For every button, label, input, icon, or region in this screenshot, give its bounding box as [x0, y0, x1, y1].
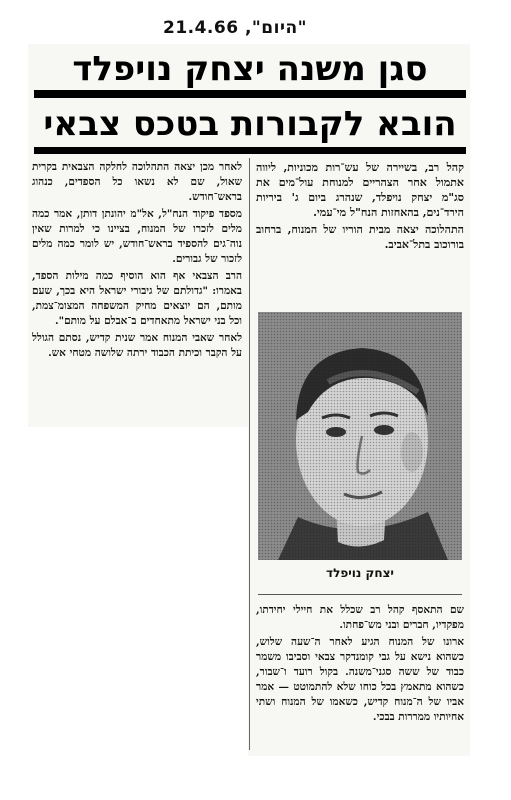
lead-column: [256, 160, 464, 310]
article-paragraph: לאחר שאבי המנוח אמר שנית קדיש, נסתם הגולל על הקבר וכיתת הכבוד ירתה שלושה מטחי אש.: [32, 332, 242, 359]
bottom-column: [256, 603, 464, 751]
headline-rule: [34, 147, 466, 154]
column-divider: [249, 158, 250, 750]
lead-paragraph: התהלוכה יצאה מבית הוריו של המנוח, ברחוב בורוכוב בתל־אביב.: [256, 223, 464, 251]
article-paragraph: ארונו של המנוח הגיע לאחר ה־שעה שלוש, כשהוא נישא על גבי קומנדקר צבאי וסביבו משמר כבוד של ששה סגני־משנה. בקול רועד ו־שבור, כשהוא מתאמץ בכל כוחו שלא להתמוטט — אמר אביו של ה־מנוח קדיש, כשאמו של המנוח ושתי אחיותיו ממררות בבכי.: [256, 636, 464, 723]
portrait-illustration: [258, 312, 462, 560]
headline-line2: הובא לקבורות בטכס צבאי: [43, 104, 457, 144]
portrait-photo: [258, 312, 462, 560]
dateline: "היום", 21.4.66: [162, 18, 307, 38]
article-paragraph: שם התאסף קהל רב שכלל את חיילי יחידתו, מפקדיו, חברים ובני מש־פחתו.: [256, 604, 464, 631]
article-paragraph: מספד פיקוד הנח"ל, אל"מ יהונתן דותן, אמר כמה מלים לזכרו של המנוח, בציינו כי למרות שאין נוה־גים להספיד בראש־חודש, יש לומר כמה מלים לזכור של גבורים.: [32, 208, 242, 265]
caption-rule: [258, 594, 462, 595]
headline-line1: סגן משנה יצחק נויפלד: [72, 49, 428, 89]
left-column: [32, 160, 242, 422]
lead-paragraph: קהל רב, בשיירה של עש־רות מכוניות, ליווה אתמול אחר הצהריים למנוחת עול־מים את סג"מ יצחק נויפלד, שנהרג ביום ג' ביריות הירד־נים, בהאחזות הנח"ל מי־עמי.: [256, 161, 464, 219]
photo-caption: יצחק נויפלד: [326, 566, 394, 580]
clipping-cutout: [28, 427, 248, 757]
article-paragraph: הרב הצבאי אף הוא הוסיף כמה מילות הספד, באמרו: "גדולתם של גיבורי ישראל היא בכך, שעם מותם, הם יוצאים מחיק המשפחה המצומ־צמת, וכל בני ישראל מתאחדים ב־אבלם על מותם".: [32, 270, 242, 327]
article-paragraph: לאחר מכן יצאה התהלוכה לחלקה הצבאית בקרית שאול, שם לא נשאו כל הספדים, כנהוג בראש־חודש.: [32, 161, 242, 203]
headline-rule: [34, 90, 466, 98]
